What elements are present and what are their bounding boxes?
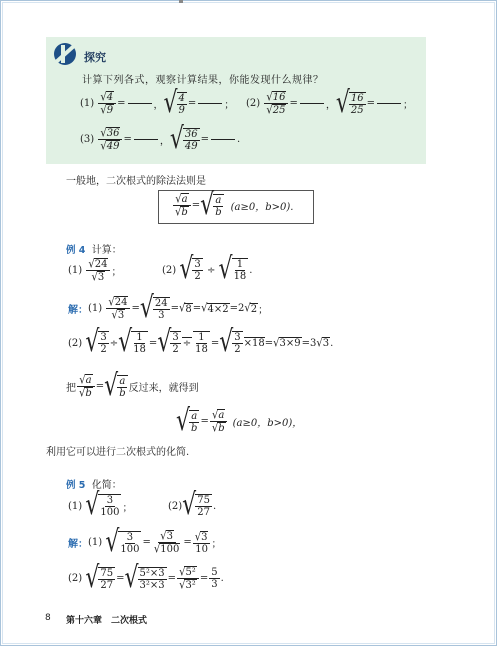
example4-solution-1: 解： (1) $\frac{√24}{√3}$ = √ $\frac{24}{3}$ = √ 8 = √ 4×2 = 2 √ 2 ； (68, 290, 269, 325)
example4-q2: (2) √ $\frac{3}{2}$ ÷ √ $\frac{1}{18}$ . (162, 252, 253, 287)
example4-q1: (1) $\frac{√24}{√3}$ ； (68, 258, 122, 284)
simplify-note: 利用它可以进行二次根式的化简. (46, 447, 190, 458)
reverse-rule: √ $\frac{a}{b}$ = $\frac{√a}{√b}$ (a≥0，b>0)， (176, 403, 303, 438)
chapter-title: 第十六章 二次根式 (66, 616, 148, 626)
explore-item-1: (1) $\frac{√4}{√9}$ = ， √ $\frac{4}{9}$ = ； (80, 85, 235, 120)
page-number: 8 (45, 613, 51, 623)
answer-blank (198, 103, 222, 104)
answer-blank (134, 139, 158, 140)
example5-solution-1: 解： (1) √ $\frac{3}{100}$ = $\frac{√3}{√100}$ = $\frac{√3}{10}$ ； (68, 524, 222, 559)
example4-heading: 例 4 计算： (66, 245, 122, 256)
explore-instruction: 计算下列各式，观察计算结果，你能发现什么规律？ (82, 75, 324, 86)
example5-q1: (1) √ $\frac{3}{100}$ ； (68, 488, 133, 523)
explore-item-2: (2) $\frac{√16}{√25}$ = ， √ $\frac{16}{25}$ = ； (246, 85, 414, 120)
item-label: (1) (80, 98, 95, 109)
division-rule: $\frac{√a}{√b}$ = √ $\frac{a}{b}$ (a≥0，b>0). (175, 187, 294, 222)
intro-text: 一般地，二次根式的除法法则是 (66, 176, 206, 187)
explore-item-3: (3) $\frac{√36}{√49}$ = ， √ $\frac{36}{49}$ = . (80, 121, 241, 156)
explore-box (46, 37, 426, 164)
example4-solution-2: (2) √ $\frac{3}{2}$ ÷ √ $\frac{1}{18}$ = √ $\frac{3}{2}$ ÷ $\frac{1}{18}$ = √ $\frac{3}{2}$ ×18 = √ 3×9 =3 √ 3 . (68, 325, 334, 360)
reverse-line: 把 $\frac{√a}{√b}$ = √ $\frac{a}{b}$ 反过来，就得到 (66, 368, 199, 403)
answer-blank (128, 103, 152, 104)
scan-mark (179, 0, 183, 3)
example5-heading: 例 5 化简： (66, 480, 122, 491)
example5-q2: (2) √ $\frac{75}{27}$ . (168, 488, 217, 523)
answer-blank (211, 139, 235, 140)
example5-solution-2: (2) √ $\frac{75}{27}$ = √ $\frac{\text{5²×3}}{\text{3²×3}}$ = $\frac{\text{√5²}}{\text{√3²}}$ = $\frac{5}{3}$ . (68, 560, 224, 595)
explore-icon (54, 43, 76, 65)
explore-title: 探究 (84, 51, 106, 64)
answer-blank (377, 103, 401, 104)
answer-blank (300, 103, 324, 104)
